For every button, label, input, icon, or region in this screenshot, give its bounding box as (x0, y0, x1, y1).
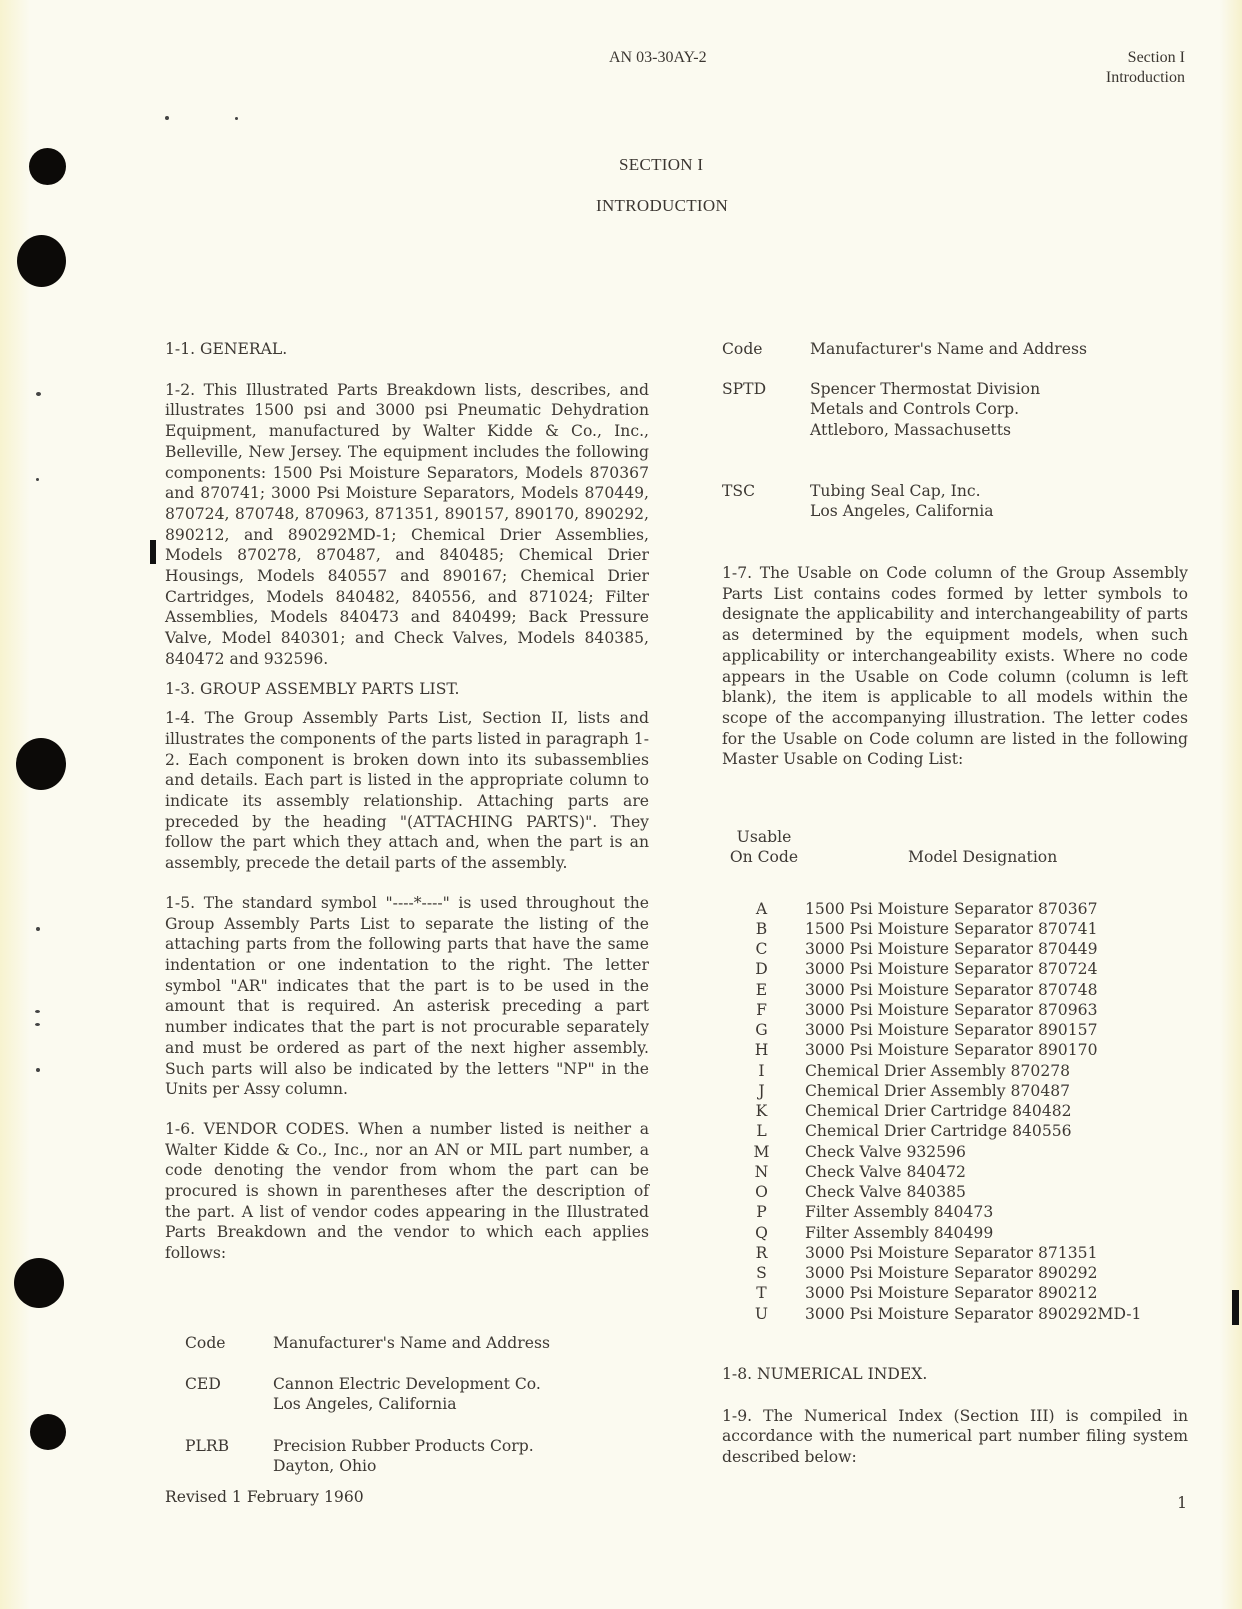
speck (235, 117, 238, 120)
usable-code-letter: D (755, 960, 768, 979)
model-designation: 3000 Psi Moisture Separator 890292MD-1 (805, 1304, 1142, 1323)
usable-code-row (718, 1243, 1198, 1263)
usable-code-letter: Q (755, 1223, 768, 1242)
speck (36, 1068, 40, 1072)
model-designation: 3000 Psi Moisture Separator 890157 (805, 1021, 1098, 1039)
usable-code-letter: J (758, 1081, 765, 1100)
usable-code-row (718, 959, 1198, 979)
usable-code-letter: G (755, 1021, 768, 1039)
vendor-line: Cannon Electric Development Co. (273, 1375, 541, 1394)
usable-code-row (718, 1040, 1198, 1060)
model-designation: 3000 Psi Moisture Separator 870724 (805, 960, 1098, 979)
model-designation: Filter Assembly 840499 (805, 1223, 994, 1242)
model-designation: Check Valve 840472 (805, 1162, 966, 1181)
usable-code-letter: O (755, 1183, 768, 1201)
revision-date: Revised 1 February 1960 (165, 1488, 364, 1506)
usable-code-row (718, 1304, 1198, 1324)
usable-code-row (718, 1223, 1198, 1243)
model-designation: 3000 Psi Moisture Separator 871351 (805, 1243, 1098, 1262)
usable-code-letter: I (758, 1061, 765, 1080)
paragraph-1-2: 1-2. This Illustrated Parts Breakdown lists, describes, and illustrates 1500 psi and 3000 psi Pneumatic Dehydration Equipment, manufactured by Walter Kidde & Co., Inc., Belleville, New Jersey. The equipment includes the following components: 1500 Psi Moisture Separators, Models 870367 and 870741; 3000 Psi Moisture Separators, Models 870449, 870724, 870748, 870963, 871351, 890157, 890170, 890292, 890212, and 890292MD-1; Chemical Drier Assemblies, Models 870278, 870487, and 840485; Chemical Drier Housings, Models 840557 and 890167; Chemical Drier Cartridges, Models 840482, 840556, and 871024; Filter Assemblies, Models 840473 and 840499; Back Pressure Valve, Model 840301; and Check Valves, Models 840385, 840472 and 932596. (165, 380, 649, 668)
vendor-line: Metals and Controls Corp. (810, 400, 1020, 419)
usable-code-row (718, 1182, 1198, 1202)
vendor-line: Dayton, Ohio (273, 1456, 377, 1475)
model-designation: Check Valve 932596 (805, 1142, 966, 1161)
page-number: 1 (1177, 1494, 1187, 1512)
usable-code-row (718, 1101, 1198, 1121)
vendor-line: Spencer Thermostat Division (810, 380, 1041, 399)
header-section-name: Introduction (1105, 69, 1185, 86)
vendor-table-right (722, 339, 1202, 521)
document-number: AN 03-30AY-2 (609, 49, 707, 66)
vendor-name (810, 379, 1202, 440)
paragraph-1-9: 1-9. The Numerical Index (Section III) is compiled in accordance with the numerical part number filing system described below: (722, 1406, 1188, 1467)
model-designation: 3000 Psi Moisture Separator 890170 (805, 1041, 1098, 1060)
speck (35, 1010, 40, 1013)
speck (36, 927, 40, 931)
speck (36, 478, 39, 481)
header-section: Section I (1127, 49, 1185, 66)
heading-group-assembly: 1-3. GROUP ASSEMBLY PARTS LIST. (165, 679, 460, 698)
vendor-row (722, 481, 1202, 521)
model-designation: 3000 Psi Moisture Separator 870748 (805, 980, 1098, 999)
usable-code-row (718, 980, 1198, 1000)
punch-hole (16, 738, 66, 790)
model-designation: 3000 Psi Moisture Separator 890292 (805, 1264, 1098, 1282)
paragraph-1-7-block (722, 563, 1188, 770)
vendor-table-header (722, 339, 1202, 359)
vendor-code-header: Code (722, 340, 763, 358)
model-designation: 3000 Psi Moisture Separator 870963 (805, 1000, 1098, 1019)
usable-code-letter: M (753, 1142, 770, 1161)
change-bar-right (1232, 1290, 1239, 1325)
usable-code-letter: R (755, 1243, 768, 1262)
usable-code-letter: H (754, 1041, 769, 1060)
usable-code-row (718, 1283, 1198, 1303)
vendor-line: Tubing Seal Cap, Inc. (810, 481, 981, 500)
usable-code-row (718, 1061, 1198, 1081)
model-designation: Chemical Drier Cartridge 840482 (805, 1102, 1072, 1120)
model-designation: Check Valve 840385 (805, 1183, 966, 1201)
usable-code-letter: L (756, 1122, 767, 1141)
vendor-line: Precision Rubber Products Corp. (273, 1436, 534, 1455)
usable-code-letter: T (756, 1284, 767, 1303)
usable-code-row (718, 919, 1198, 939)
punch-hole (29, 148, 66, 185)
speck (36, 392, 41, 396)
vendor-table-header (185, 1333, 645, 1353)
speck (165, 116, 169, 120)
vendor-code: TSC (722, 481, 756, 500)
punch-hole (30, 1414, 66, 1450)
model-designation: Chemical Drier Cartridge 840556 (805, 1122, 1072, 1141)
usable-code-row (718, 1263, 1198, 1283)
punch-hole (17, 235, 66, 287)
vendor-name-header: Manufacturer's Name and Address (810, 340, 1087, 358)
model-designation: 1500 Psi Moisture Separator 870741 (805, 919, 1098, 938)
vendor-name (273, 1374, 645, 1414)
heading-general: 1-1. GENERAL. (165, 340, 288, 358)
usable-code-row (718, 899, 1198, 919)
section-title: SECTION I (619, 155, 704, 174)
usable-code-letter: E (755, 980, 768, 999)
paragraph-1-4: 1-4. The Group Assembly Parts List, Section II, lists and illustrates the components of the parts listed in paragraph 1-2. Each component is broken down into its subassemblies and details. Each part is listed in the appropriate column to indicate its assembly relationship. Attaching parts are preceded by the heading "(ATTACHING PARTS)". They follow the part which they attach and, when the part is an assembly, precede the detail parts of the assembly. (165, 709, 649, 873)
usable-code-letter: K (755, 1102, 768, 1120)
usable-code-letter: S (756, 1264, 767, 1282)
usable-code-row (718, 1202, 1198, 1222)
vendor-line: Los Angeles, California (810, 502, 994, 521)
vendor-code: CED (185, 1375, 221, 1394)
usable-table-header (718, 827, 1198, 868)
usable-code-letter: N (754, 1162, 769, 1181)
usable-code-header (718, 827, 810, 868)
usable-on-code-table (718, 827, 1198, 1324)
punch-hole (14, 1258, 64, 1308)
usable-code-row (718, 1020, 1198, 1040)
heading-numerical-index: 1-8. NUMERICAL INDEX. (722, 1365, 928, 1383)
paragraph-1-5: 1-5. The standard symbol "----*----" is used throughout the Group Assembly Parts List to separate the listing of the attaching parts from the following parts that have the same indentation or one indentation to the right. The letter symbol "AR" indicates that the part is to be used in the amount that is required. An asterisk preceding a part number indicates that the part is not procurable separately and must be ordered as part of the next higher assembly. Such parts will also be indicated by the letters "NP" in the Units per Assy column. (165, 893, 649, 1099)
vendor-line: Los Angeles, California (273, 1395, 457, 1414)
model-designation: Chemical Drier Assembly 870278 (805, 1061, 1071, 1080)
vendor-line: Attleboro, Massachusetts (810, 420, 1012, 439)
usable-code-letter: C (755, 940, 768, 958)
section-name-title: INTRODUCTION (596, 196, 729, 215)
vendor-name (273, 1436, 645, 1476)
usable-code-letter: A (755, 899, 768, 918)
speck (35, 1023, 40, 1026)
model-designation: Filter Assembly 840473 (805, 1203, 994, 1222)
vendor-code: SPTD (722, 380, 767, 399)
usable-code-row (718, 1081, 1198, 1101)
vendor-name-header: Manufacturer's Name and Address (273, 1334, 550, 1352)
numerical-index-block (722, 1364, 1188, 1468)
vendor-name (810, 481, 1202, 521)
usable-code-row (718, 939, 1198, 959)
model-designation: 3000 Psi Moisture Separator 870449 (805, 940, 1098, 958)
vendor-row (722, 379, 1202, 440)
model-designation: 3000 Psi Moisture Separator 890212 (805, 1284, 1098, 1303)
usable-header-line-1: Usable (736, 828, 792, 846)
usable-code-row (718, 1121, 1198, 1141)
paragraph-1-7: 1-7. The Usable on Code column of the Group Assembly Parts List contains codes formed by letter symbols to designate the applicability and interchangeability of parts as determined by the equipment models, when such applicability or interchangeability exists. Where no code appears in the Usable on Code column (column is left blank), the item is applicable to all models within the scope of the accompanying illustration. The letter codes for the Usable on Code column are listed in the following Master Usable on Coding List: (722, 564, 1188, 769)
model-designation-header: Model Designation (908, 848, 1058, 866)
left-column (165, 339, 649, 1264)
usable-code-letter: F (756, 1000, 767, 1019)
paragraph-1-6: 1-6. VENDOR CODES. When a number listed is neither a Walter Kidde & Co., Inc., nor an AN or MIL part number, a code denoting the vendor from whom the part can be procured is shown in parentheses after the description of the part. A list of vendor codes appearing in the Illustrated Parts Breakdown and the vendor to which each applies follows: (165, 1119, 649, 1263)
usable-code-row (718, 1162, 1198, 1182)
usable-code-row (718, 1000, 1198, 1020)
change-bar-left (150, 540, 156, 564)
usable-code-letter: B (755, 919, 768, 938)
vendor-code: PLRB (185, 1436, 230, 1455)
vendor-table-left (185, 1333, 645, 1476)
vendor-row (185, 1374, 645, 1414)
vendor-row (185, 1436, 645, 1476)
vendor-code-header: Code (185, 1334, 226, 1352)
usable-code-letter: U (754, 1304, 769, 1323)
usable-rows (718, 899, 1198, 1324)
usable-code-letter: P (756, 1203, 767, 1222)
model-designation: 1500 Psi Moisture Separator 870367 (805, 899, 1098, 918)
page-edge-right (1220, 0, 1242, 1609)
usable-header-line-2: On Code (729, 848, 799, 867)
usable-code-row (718, 1142, 1198, 1162)
model-designation: Chemical Drier Assembly 870487 (805, 1081, 1071, 1100)
